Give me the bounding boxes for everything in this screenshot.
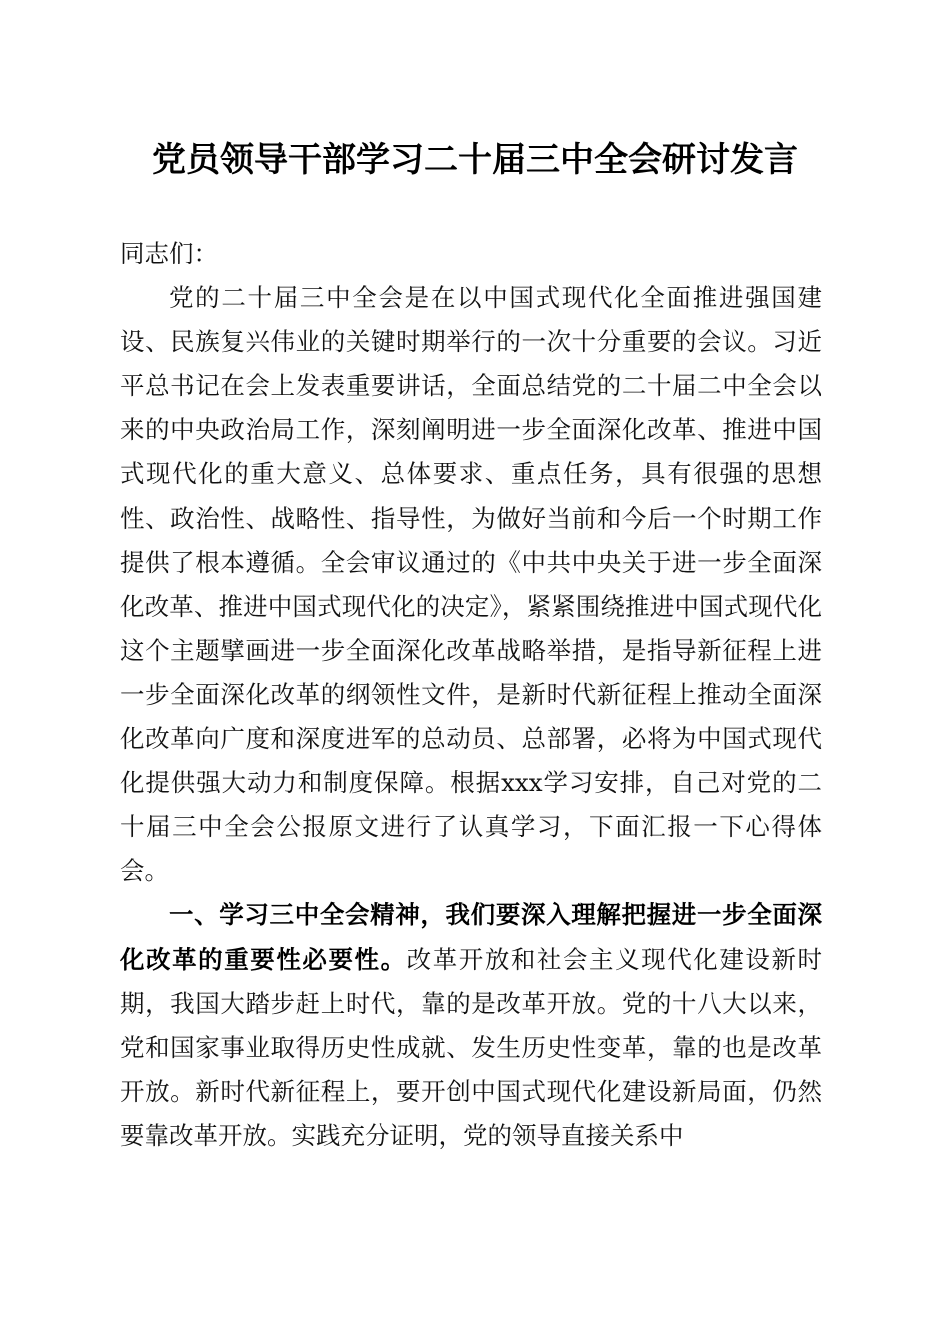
document-body [120, 232, 822, 1158]
paragraph-intro: 党的二十届三中全会是在以中国式现代化全面推进强国建设、民族复兴伟业的关键时期举行的一次十分重要的会议。习近平总书记在会上发表重要讲话，全面总结党的二十届二中全会以来的中央政治局工作，深刻阐明进一步全面深化改革、推进中国式现代化的重大意义、总体要求、重点任务，具有很强的思想性、政治性、战略性、指导性，为做好当前和今后一个时期工作提供了根本遵循。全会审议通过的《中共中央关于进一步全面深化改革、推进中国式现代化的决定》，紧紧围绕推进中国式现代化这个主题擘画进一步全面深化改革战略举措，是指导新征程上进一步全面深化改革的纲领性文件，是新时代新征程上推动全面深化改革向广度和深度进军的总动员、总部署，必将为中国式现代化提供强大动力和制度保障。根据xxx学习安排，自己对党的二十届三中全会公报原文进行了认真学习，下面汇报一下心得体会。 [120, 283, 822, 886]
section-body-1: 改革开放和社会主义现代化建设新时期，我国大踏步赶上时代，靠的是改革开放。党的十八大以来，党和国家事业取得历史性成就、发生历史性变革，靠的也是改革开放。新时代新征程上，要开创中国式现代化建设新局面，仍然要靠改革开放。实践充分证明，党的领导直接关系中 [120, 944, 823, 1150]
salutation: 同志们： [120, 239, 218, 268]
document-title: 党员领导干部学习二十届三中全会研讨发言 [152, 140, 798, 180]
paragraph-section-1 [120, 893, 822, 1158]
section-heading-1: 一、学习三中全会精神，我们要深入理解把握进一步全面深化改革的重要性必要性。 [120, 900, 822, 974]
